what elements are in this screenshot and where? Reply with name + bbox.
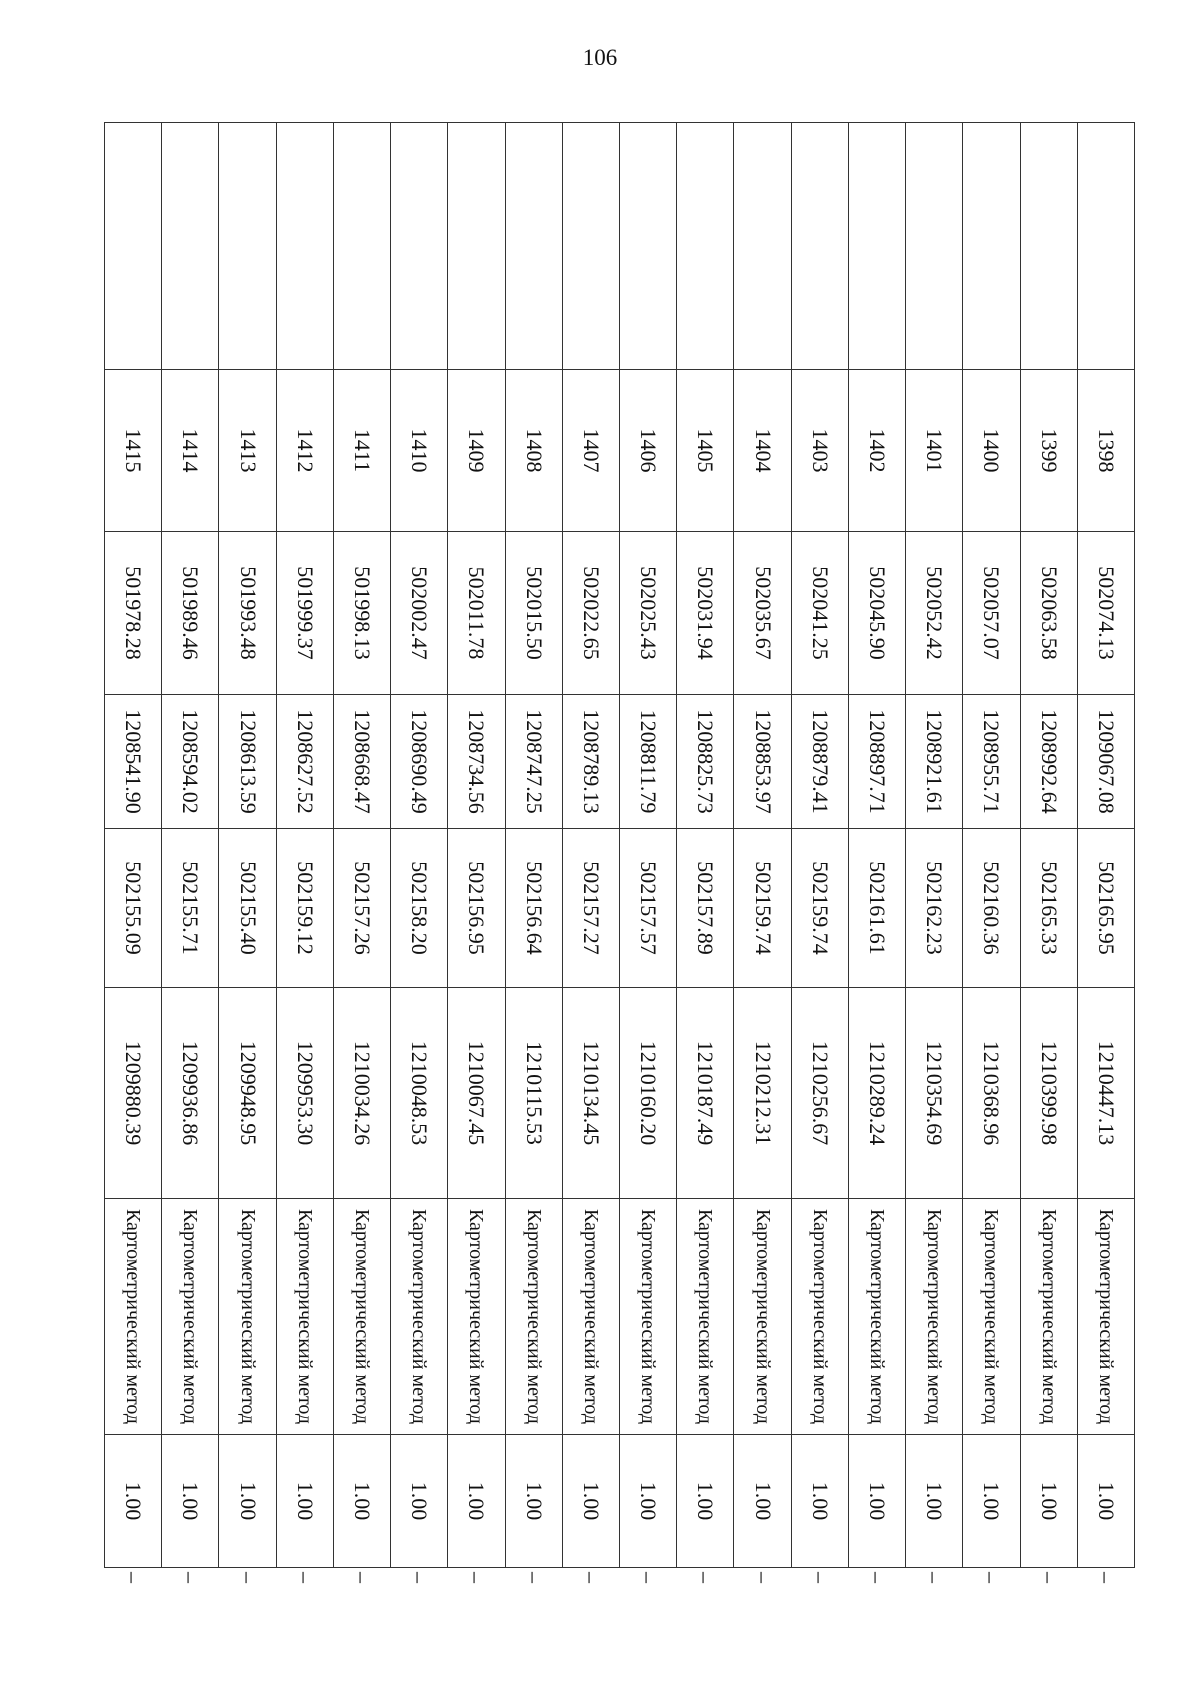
cell-y-coordinate-2: 1210048.53 (391, 988, 448, 1199)
cell-point-number: 1408 (505, 370, 562, 532)
cell-y-coordinate-2: 1210160.20 (620, 988, 677, 1199)
cell-method: Картометрический метод (105, 1199, 162, 1435)
table-row: 1401 502052.42 1208921.61 502162.23 1210354.69 Картометрический метод 1.00 – (906, 123, 963, 1568)
table-row: 1405 502031.94 1208825.73 502157.89 1210187.49 Картометрический метод 1.00 – (677, 123, 734, 1568)
cell-x-coordinate: 501989.46 (162, 532, 219, 695)
cell-x-coordinate-2: 502155.09 (105, 829, 162, 988)
cell-y-coordinate: 1208627.52 (276, 695, 333, 829)
cell-x-coordinate-2: 502157.57 (620, 829, 677, 988)
cell-method: Картометрический метод (219, 1199, 276, 1435)
cell-accuracy: 1.00 (906, 1435, 963, 1568)
cell-blank (1020, 123, 1077, 370)
cell-point-number: 1405 (677, 370, 734, 532)
cell-y-coordinate: 1208789.13 (562, 695, 619, 829)
cell-y-coordinate: 1208541.90 (105, 695, 162, 829)
cell-x-coordinate: 501998.13 (333, 532, 390, 695)
cell-y-coordinate-2: 1210034.26 (333, 988, 390, 1199)
cell-point-number: 1407 (562, 370, 619, 532)
cell-x-coordinate: 502022.65 (562, 532, 619, 695)
coordinates-table-rotated (105, 122, 1135, 1583)
cell-blank (677, 123, 734, 370)
cell-x-coordinate-2: 502159.74 (791, 829, 848, 988)
cell-point-number: 1415 (105, 370, 162, 532)
cell-blank (562, 123, 619, 370)
cell-y-coordinate: 1208992.64 (1020, 695, 1077, 829)
cell-blank (105, 123, 162, 370)
table-row: 1408 502015.50 1208747.25 502156.64 1210115.53 Картометрический метод 1.00 – (505, 123, 562, 1568)
cell-x-coordinate: 502015.50 (505, 532, 562, 695)
cell-accuracy: 1.00 (791, 1435, 848, 1568)
cell-y-coordinate-2: 1210289.24 (848, 988, 905, 1199)
cell-y-coordinate: 1208734.56 (448, 695, 505, 829)
cell-method: Картометрический метод (505, 1199, 562, 1435)
cell-accuracy: 1.00 (963, 1435, 1020, 1568)
cell-x-coordinate: 502002.47 (391, 532, 448, 695)
cell-y-coordinate: 1208811.79 (620, 695, 677, 829)
cell-x-coordinate-2: 502155.71 (162, 829, 219, 988)
cell-x-coordinate-2: 502157.26 (333, 829, 390, 988)
cell-method: Картометрический метод (734, 1199, 791, 1435)
cell-accuracy: 1.00 (276, 1435, 333, 1568)
cell-x-coordinate: 502074.13 (1077, 532, 1134, 695)
cell-accuracy: 1.00 (448, 1435, 505, 1568)
cell-point-number: 1411 (333, 370, 390, 532)
cell-y-coordinate: 1208613.59 (219, 695, 276, 829)
table-row: 1398 502074.13 1209067.08 502165.95 1210447.13 Картометрический метод 1.00 – (1077, 123, 1134, 1568)
cell-accuracy: 1.00 (1077, 1435, 1134, 1568)
table-row: 1414 501989.46 1208594.02 502155.71 1209936.86 Картометрический метод 1.00 – (162, 123, 219, 1568)
cell-y-coordinate: 1208897.71 (848, 695, 905, 829)
cell-blank (162, 123, 219, 370)
cell-blank (906, 123, 963, 370)
table-row: 1412 501999.37 1208627.52 502159.12 1209953.30 Картометрический метод 1.00 – (276, 123, 333, 1568)
cell-x-coordinate-2: 502157.27 (562, 829, 619, 988)
cell-accuracy: 1.00 (162, 1435, 219, 1568)
cell-y-coordinate: 1208955.71 (963, 695, 1020, 829)
cell-point-number: 1409 (448, 370, 505, 532)
cell-x-coordinate-2: 502156.95 (448, 829, 505, 988)
cell-blank (505, 123, 562, 370)
cell-method: Картометрический метод (562, 1199, 619, 1435)
cell-y-coordinate-2: 1210134.45 (562, 988, 619, 1199)
cell-x-coordinate-2: 502165.33 (1020, 829, 1077, 988)
cell-method: Картометрический метод (906, 1199, 963, 1435)
cell-x-coordinate-2: 502157.89 (677, 829, 734, 988)
cell-x-coordinate: 501978.28 (105, 532, 162, 695)
cell-accuracy: 1.00 (562, 1435, 619, 1568)
cell-method: Картометрический метод (1077, 1199, 1134, 1435)
cell-y-coordinate: 1208825.73 (677, 695, 734, 829)
cell-point-number: 1401 (906, 370, 963, 532)
table-row: 1404 502035.67 1208853.97 502159.74 1210212.31 Картометрический метод 1.00 – (734, 123, 791, 1568)
table-row: 1409 502011.78 1208734.56 502156.95 1210067.45 Картометрический метод 1.00 – (448, 123, 505, 1568)
cell-x-coordinate: 502045.90 (848, 532, 905, 695)
cell-y-coordinate-2: 1210354.69 (906, 988, 963, 1199)
cell-blank (963, 123, 1020, 370)
cell-y-coordinate-2: 1210256.67 (791, 988, 848, 1199)
cell-method: Картометрический метод (162, 1199, 219, 1435)
cell-blank (333, 123, 390, 370)
cell-y-coordinate-2: 1209953.30 (276, 988, 333, 1199)
cell-x-coordinate-2: 502158.20 (391, 829, 448, 988)
cell-x-coordinate-2: 502160.36 (963, 829, 1020, 988)
cell-accuracy: 1.00 (677, 1435, 734, 1568)
cell-y-coordinate: 1208747.25 (505, 695, 562, 829)
cell-y-coordinate-2: 1210399.98 (1020, 988, 1077, 1199)
cell-blank (791, 123, 848, 370)
cell-x-coordinate: 501993.48 (219, 532, 276, 695)
cell-method: Картометрический метод (620, 1199, 677, 1435)
cell-method: Картометрический метод (391, 1199, 448, 1435)
cell-method: Картометрический метод (963, 1199, 1020, 1435)
coordinates-table (104, 122, 1135, 1583)
cell-y-coordinate-2: 1210447.13 (1077, 988, 1134, 1199)
cell-blank (1077, 123, 1134, 370)
cell-y-coordinate-2: 1210187.49 (677, 988, 734, 1199)
table-row: 1413 501993.48 1208613.59 502155.40 1209948.95 Картометрический метод 1.00 – (219, 123, 276, 1568)
cell-y-coordinate-2: 1210115.53 (505, 988, 562, 1199)
cell-y-coordinate: 1208668.47 (333, 695, 390, 829)
table-row: 1407 502022.65 1208789.13 502157.27 1210134.45 Картометрический метод 1.00 – (562, 123, 619, 1568)
cell-point-number: 1414 (162, 370, 219, 532)
cell-y-coordinate: 1208853.97 (734, 695, 791, 829)
page-number: 106 (582, 45, 618, 70)
cell-x-coordinate: 501999.37 (276, 532, 333, 695)
cell-y-coordinate-2: 1209948.95 (219, 988, 276, 1199)
cell-point-number: 1398 (1077, 370, 1134, 532)
cell-x-coordinate: 502031.94 (677, 532, 734, 695)
cell-accuracy: 1.00 (219, 1435, 276, 1568)
cell-method: Картометрический метод (1020, 1199, 1077, 1435)
cell-method: Картометрический метод (276, 1199, 333, 1435)
cell-y-coordinate-2: 1210212.31 (734, 988, 791, 1199)
table-row: 1403 502041.25 1208879.41 502159.74 1210256.67 Картометрический метод 1.00 – (791, 123, 848, 1568)
cell-method: Картометрический метод (677, 1199, 734, 1435)
cell-x-coordinate-2: 502165.95 (1077, 829, 1134, 988)
cell-point-number: 1403 (791, 370, 848, 532)
cell-x-coordinate-2: 502161.61 (848, 829, 905, 988)
cell-x-coordinate: 502011.78 (448, 532, 505, 695)
table-row: 1399 502063.58 1208992.64 502165.33 1210399.98 Картометрический метод 1.00 – (1020, 123, 1077, 1568)
cell-blank (391, 123, 448, 370)
cell-x-coordinate: 502025.43 (620, 532, 677, 695)
cell-x-coordinate: 502052.42 (906, 532, 963, 695)
cell-y-coordinate-2: 1210368.96 (963, 988, 1020, 1199)
cell-y-coordinate: 1208921.61 (906, 695, 963, 829)
cell-x-coordinate-2: 502162.23 (906, 829, 963, 988)
cell-method: Картометрический метод (791, 1199, 848, 1435)
cell-point-number: 1406 (620, 370, 677, 532)
cell-y-coordinate: 1208879.41 (791, 695, 848, 829)
cell-x-coordinate: 502041.25 (791, 532, 848, 695)
cell-y-coordinate: 1208690.49 (391, 695, 448, 829)
cell-y-coordinate: 1208594.02 (162, 695, 219, 829)
cell-method: Картометрический метод (848, 1199, 905, 1435)
cell-blank (848, 123, 905, 370)
cell-x-coordinate-2: 502156.64 (505, 829, 562, 988)
cell-accuracy: 1.00 (1020, 1435, 1077, 1568)
cell-point-number: 1413 (219, 370, 276, 532)
cell-accuracy: 1.00 (105, 1435, 162, 1568)
cell-accuracy: 1.00 (734, 1435, 791, 1568)
cell-blank (448, 123, 505, 370)
cell-accuracy: 1.00 (505, 1435, 562, 1568)
cell-y-coordinate-2: 1209880.39 (105, 988, 162, 1199)
cell-y-coordinate-2: 1210067.45 (448, 988, 505, 1199)
cell-point-number: 1400 (963, 370, 1020, 532)
cell-accuracy: 1.00 (620, 1435, 677, 1568)
cell-method: Картометрический метод (333, 1199, 390, 1435)
cell-x-coordinate-2: 502159.74 (734, 829, 791, 988)
cell-point-number: 1402 (848, 370, 905, 532)
cell-x-coordinate-2: 502155.40 (219, 829, 276, 988)
cell-point-number: 1412 (276, 370, 333, 532)
cell-blank (276, 123, 333, 370)
cell-point-number: 1404 (734, 370, 791, 532)
cell-x-coordinate: 502057.07 (963, 532, 1020, 695)
table-row: 1411 501998.13 1208668.47 502157.26 1210034.26 Картометрический метод 1.00 – (333, 123, 390, 1568)
cell-y-coordinate-2: 1209936.86 (162, 988, 219, 1199)
cell-blank (620, 123, 677, 370)
cell-x-coordinate-2: 502159.12 (276, 829, 333, 988)
table-row: 1400 502057.07 1208955.71 502160.36 1210368.96 Картометрический метод 1.00 – (963, 123, 1020, 1568)
cell-accuracy: 1.00 (391, 1435, 448, 1568)
cell-blank (734, 123, 791, 370)
cell-point-number: 1410 (391, 370, 448, 532)
cell-method: Картометрический метод (448, 1199, 505, 1435)
cell-blank (219, 123, 276, 370)
cell-x-coordinate: 502035.67 (734, 532, 791, 695)
table-row: 1410 502002.47 1208690.49 502158.20 1210048.53 Картометрический метод 1.00 – (391, 123, 448, 1568)
cell-accuracy: 1.00 (848, 1435, 905, 1568)
table-row: 1415 501978.28 1208541.90 502155.09 1209880.39 Картометрический метод 1.00 – (105, 123, 162, 1568)
cell-y-coordinate: 1209067.08 (1077, 695, 1134, 829)
cell-point-number: 1399 (1020, 370, 1077, 532)
table-row: 1406 502025.43 1208811.79 502157.57 1210160.20 Картометрический метод 1.00 – (620, 123, 677, 1568)
cell-x-coordinate: 502063.58 (1020, 532, 1077, 695)
table-row: 1402 502045.90 1208897.71 502161.61 1210289.24 Картометрический метод 1.00 – (848, 123, 905, 1568)
cell-accuracy: 1.00 (333, 1435, 390, 1568)
